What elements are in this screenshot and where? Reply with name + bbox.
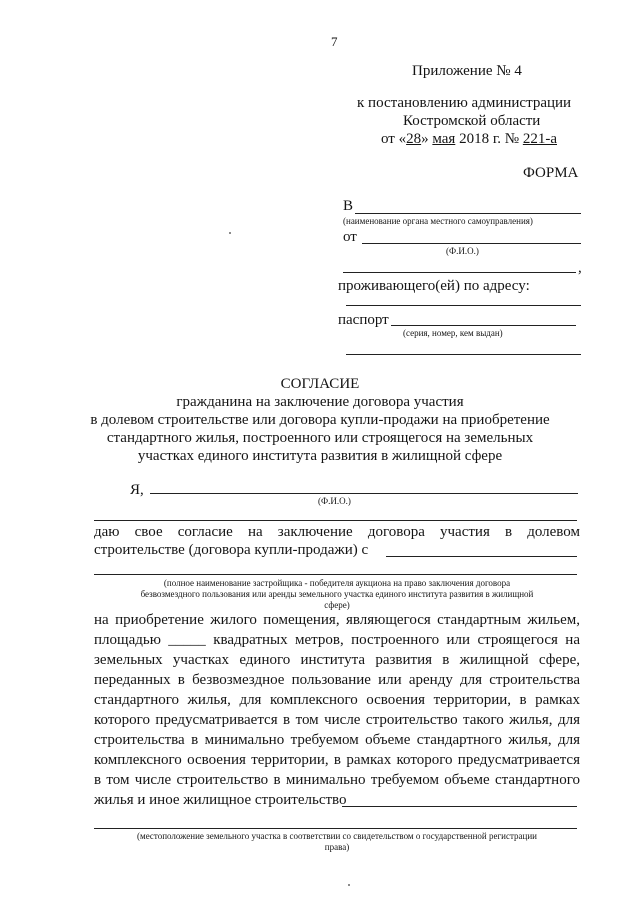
page-number: 7	[331, 34, 338, 49]
consent-line-1: даю свое согласие на заключение договора участия в долевом	[94, 524, 580, 540]
location-caption-line-1: (местоположение земельного участка в соответствии со свидетельством о государственной регистрации	[137, 831, 537, 841]
location-caption-line-2: права)	[324, 842, 350, 852]
paragraph-line-4: переданных в безвозмездное пользование или аренду для строительства	[94, 672, 580, 688]
from-comma: ,	[578, 260, 582, 276]
developer-caption-line-3: сфере)	[324, 600, 350, 610]
to-caption: (наименование органа местного самоуправления)	[343, 216, 533, 226]
passport-field-line	[391, 325, 576, 326]
scan-speck-bottom	[348, 884, 350, 886]
passport-extra-line	[346, 354, 581, 355]
consent-line-2: строительстве (договора купли-продажи) с	[94, 542, 369, 558]
paragraph-line-2: площадью _____ квадратных метров, построенного или строящегося на	[94, 632, 580, 648]
from-caption: (Ф.И.О.)	[446, 246, 479, 256]
title-sub-line-4: участках единого института развития в жилищной сфере	[137, 448, 503, 464]
passport-label: паспорт	[338, 312, 389, 328]
title-sub-line-1: гражданина на заключение договора участия	[176, 394, 464, 410]
header-line-1: к постановлению администрации	[357, 95, 572, 111]
developer-extra-line	[94, 574, 577, 575]
location-field-line	[342, 806, 577, 807]
paragraph-line-3: земельных участках единого института развития в жилищной сфере,	[94, 652, 580, 668]
appendix-title: Приложение № 4	[412, 63, 522, 79]
form-label: ФОРМА	[523, 165, 579, 181]
date-year: 2018 г. №	[455, 131, 523, 147]
date-day: 28	[406, 131, 422, 147]
paragraph-last-line: жилья и иное жилищное строительство	[94, 792, 347, 808]
from-field-line	[362, 243, 581, 244]
developer-caption-line-1: (полное наименование застройщика - победителя аукциона на право заключения договора	[163, 578, 511, 588]
paragraph-line-9: в том числе строительство в минимально требуемом объеме стандартного	[94, 772, 580, 788]
header-date	[381, 129, 557, 149]
date-mid: »	[421, 131, 433, 147]
date-number: 221-а	[522, 131, 557, 147]
address-line	[346, 305, 581, 306]
developer-caption-line-2: безвозмездного пользования или аренды земельного участка единого института развития в жилищной	[140, 589, 534, 599]
paragraph-line-6: которого предусматривается в том числе строительство такого жилья, для	[94, 712, 580, 728]
developer-field-line	[386, 556, 577, 557]
fio-extra-line	[94, 520, 577, 521]
passport-caption: (серия, номер, кем выдан)	[403, 328, 503, 338]
to-field-line	[355, 213, 581, 214]
paragraph-line-8: комплексного освоения территории, в рамках которого предусматривается	[94, 752, 580, 768]
location-extra-line	[94, 828, 577, 829]
title-sub-line-3: стандартного жилья, построенного или строящегося на земельных	[106, 430, 534, 446]
i-label: Я,	[130, 482, 144, 498]
paragraph-line-7: строительства в минимально требуемом объеме стандартного жилья, для	[94, 732, 580, 748]
paragraph-line-1: на приобретение жилого помещения, являющегося стандартным жильем,	[94, 612, 580, 628]
header-line-2: Костромской области	[403, 113, 541, 129]
date-prefix: от «	[381, 131, 407, 147]
from-label: от	[343, 229, 357, 245]
fio-field-line	[150, 493, 578, 494]
paragraph-line-5: стандартного жилья, для комплексного освоения территории, в рамках	[94, 692, 580, 708]
from-extra-line	[343, 272, 576, 273]
scan-speck	[229, 232, 231, 234]
title-sub-line-2: в долевом строительстве или договора купли-продажи на приобретение	[90, 412, 550, 428]
residing-label: проживающего(ей) по адресу:	[338, 278, 530, 294]
fio-caption: (Ф.И.О.)	[318, 496, 351, 506]
date-month: мая	[432, 131, 456, 147]
to-label: В	[343, 198, 354, 214]
document-title: СОГЛАСИЕ	[280, 376, 360, 392]
